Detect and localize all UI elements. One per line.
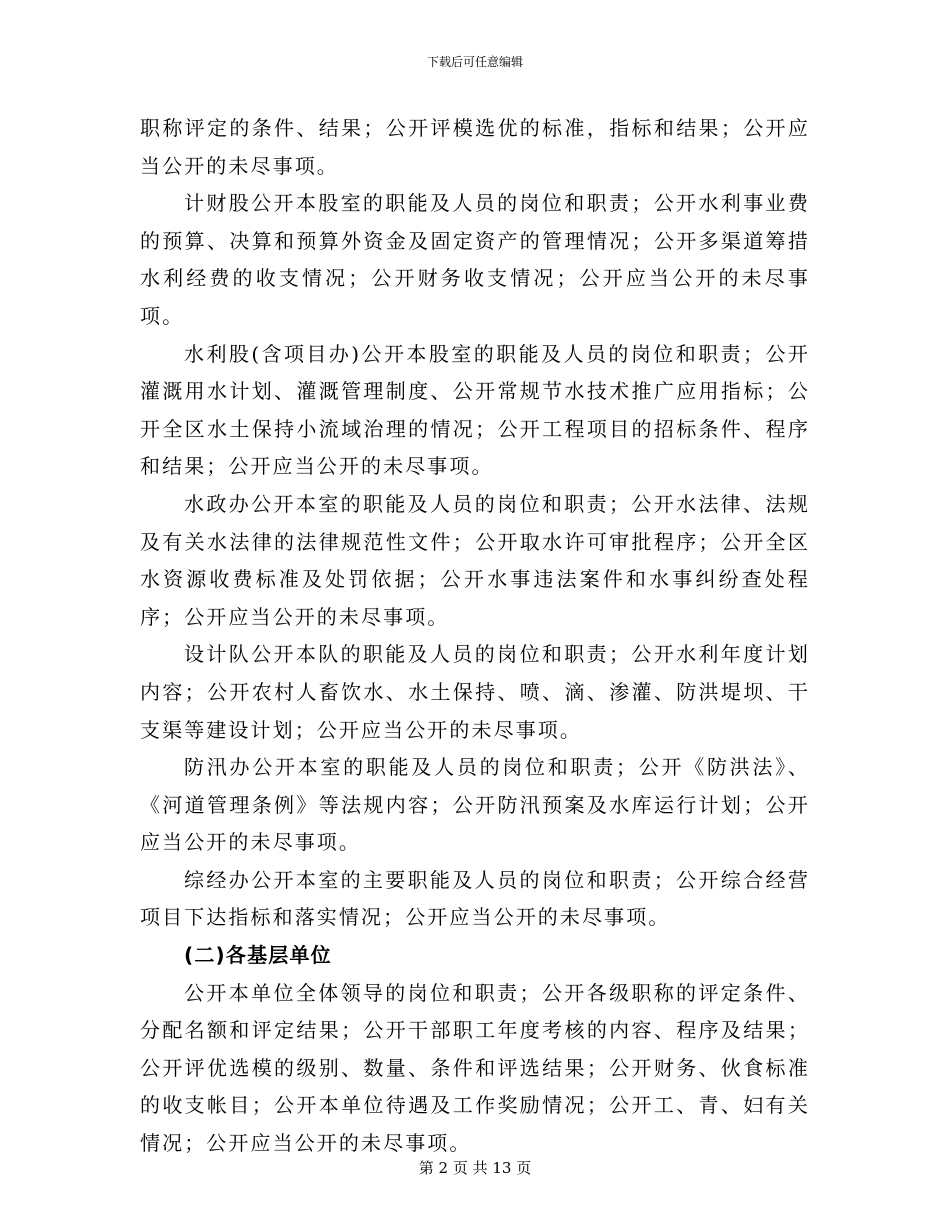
page-number: 第 2 页 共 13 页 (418, 1159, 532, 1177)
paragraph-flood-control-office: 防汛办公开本室的职能及人员的岗位和职责；公开《防洪法》、《河道管理条例》等法规内容；公开防汛预案及水库运行计划；公开应当公开的未尽事项。 (140, 755, 810, 855)
page-header-note: 下载后可任意编辑 (426, 55, 523, 69)
document-body (140, 110, 810, 1163)
paragraph-water-admin-office: 水政办公开本室的职能及人员的岗位和职责；公开水法律、法规及有关水法律的法律规范性文件；公开取水许可审批程序；公开全区水资源收费标准及处罚依据；公开水事违法案件和水事纠纷查处程序；公开应当公开的未尽事项。 (140, 491, 810, 629)
paragraph-finance-section: 计财股公开本股室的职能及人员的岗位和职责；公开水利事业费的预算、决算和预算外资金及固定资产的管理情况；公开多渠道筹措水利经费的收支情况；公开财务收支情况；公开应当公开的未尽事项。 (140, 191, 810, 328)
paragraph-water-section: 水利股(含项目办)公开本股室的职能及人员的岗位和职责；公开灌溉用水计划、灌溉管理制度、公开常规节水技术推广应用指标；公开全区水土保持小流域治理的情况；公开工程项目的招标条件、程序和结果；公开应当公开的未尽事项。 (140, 341, 810, 479)
paragraph-economic-office: 综经办公开本室的主要职能及人员的岗位和职责；公开综合经营项目下达指标和落实情况；公开应当公开的未尽事项。 (140, 867, 810, 930)
paragraph-continuation: 职称评定的条件、结果；公开评模选优的标准，指标和结果；公开应当公开的未尽事项。 (140, 116, 810, 178)
section-heading: (二)各基层单位 (184, 943, 332, 968)
paragraph-design-team: 设计队公开本队的职能及人员的岗位和职责；公开水利年度计划内容；公开农村人畜饮水、水土保持、喷、滴、渗灌、防洪堤坝、干支渠等建设计划；公开应当公开的未尽事项。 (140, 642, 810, 742)
paragraph-grassroots-units: 公开本单位全体领导的岗位和职责；公开各级职称的评定条件、分配名额和评定结果；公开干部职工年度考核的内容、程序及结果；公开评优选模的级别、数量、条件和评选结果；公开财务、伙食标准的收支帐目；公开本单位待遇及工作奖励情况；公开工、青、妇有关情况；公开应当公开的未尽事项。 (140, 980, 810, 1156)
